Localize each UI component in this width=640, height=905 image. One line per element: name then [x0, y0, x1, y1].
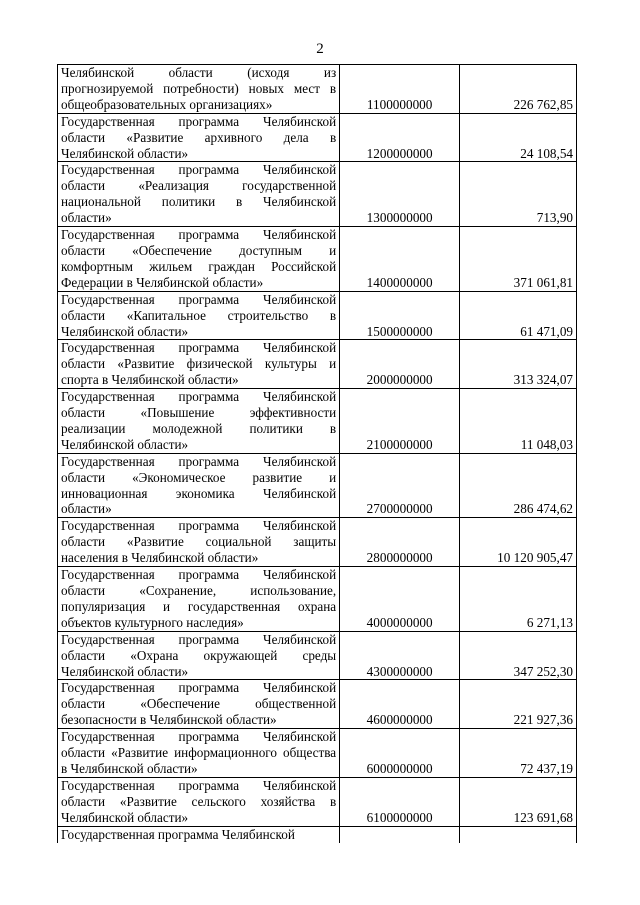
amount-cell: 313 324,07 — [460, 340, 577, 389]
program-name-cell: Государственная программа Челябинской области «Охрана окружающей среды Челябинской области» — [58, 631, 340, 680]
amount-cell: 72 437,19 — [460, 729, 577, 778]
table-row — [58, 567, 577, 632]
target-code-cell: 4000000000 — [340, 567, 460, 632]
amount-cell: 61 471,09 — [460, 291, 577, 340]
amount-cell: 226 762,85 — [460, 65, 577, 114]
target-code-cell: 2700000000 — [340, 453, 460, 518]
program-name-cell: Государственная программа Челябинской области «Капитальное строительство в Челябинской области» — [58, 291, 340, 340]
table-row — [58, 518, 577, 567]
budget-table-body — [58, 65, 577, 843]
table-row — [58, 227, 577, 292]
table-row — [58, 729, 577, 778]
table-row — [58, 631, 577, 680]
target-code-cell: 1500000000 — [340, 291, 460, 340]
table-row — [58, 453, 577, 518]
table-row — [58, 113, 577, 162]
program-name-cell: Челябинской области (исходя из прогнозируемой потребности) новых мест в общеобразовательных организациях» — [58, 65, 340, 114]
budget-table — [57, 64, 577, 843]
program-name-cell: Государственная программа Челябинской области «Развитие социальной защиты населения в Челябинской области» — [58, 518, 340, 567]
target-code-cell: 1200000000 — [340, 113, 460, 162]
program-name-cell: Государственная программа Челябинской области «Развитие сельского хозяйства в Челябинской области» — [58, 777, 340, 826]
program-name-cell: Государственная программа Челябинской области «Развитие физической культуры и спорта в Челябинской области» — [58, 340, 340, 389]
table-row — [58, 389, 577, 454]
amount-cell: 347 252,30 — [460, 631, 577, 680]
amount-cell: 123 691,68 — [460, 777, 577, 826]
amount-cell — [460, 826, 577, 842]
program-name-cell: Государственная программа Челябинской — [58, 826, 340, 842]
program-name-cell: Государственная программа Челябинской области «Экономическое развитие и инновационная экономика Челябинской области» — [58, 453, 340, 518]
program-name-cell: Государственная программа Челябинской области «Реализация государственной национальной политики в Челябинской области» — [58, 162, 340, 227]
table-row — [58, 291, 577, 340]
amount-cell: 286 474,62 — [460, 453, 577, 518]
amount-cell: 6 271,13 — [460, 567, 577, 632]
table-row — [58, 777, 577, 826]
amount-cell: 371 061,81 — [460, 227, 577, 292]
amount-cell: 221 927,36 — [460, 680, 577, 729]
target-code-cell: 4600000000 — [340, 680, 460, 729]
target-code-cell — [340, 826, 460, 842]
target-code-cell: 1100000000 — [340, 65, 460, 114]
page-number: 2 — [316, 41, 324, 57]
amount-cell: 713,90 — [460, 162, 577, 227]
program-name-cell: Государственная программа Челябинской области «Развитие архивного дела в Челябинской области» — [58, 113, 340, 162]
amount-cell: 24 108,54 — [460, 113, 577, 162]
table-row — [58, 340, 577, 389]
target-code-cell: 2100000000 — [340, 389, 460, 454]
amount-cell: 11 048,03 — [460, 389, 577, 454]
table-row-continued — [58, 826, 577, 842]
program-name-cell: Государственная программа Челябинской области «Сохранение, использование, популяризация и государственная охрана объектов культурного наследия» — [58, 567, 340, 632]
target-code-cell: 6100000000 — [340, 777, 460, 826]
target-code-cell: 1300000000 — [340, 162, 460, 227]
program-name-cell: Государственная программа Челябинской области «Обеспечение доступным и комфортным жильем граждан Российской Федерации в Челябинской области» — [58, 227, 340, 292]
amount-cell: 10 120 905,47 — [460, 518, 577, 567]
target-code-cell: 1400000000 — [340, 227, 460, 292]
target-code-cell: 4300000000 — [340, 631, 460, 680]
program-name-cell: Государственная программа Челябинской области «Обеспечение общественной безопасности в Челябинской области» — [58, 680, 340, 729]
program-name-cell: Государственная программа Челябинской области «Повышение эффективности реализации молодежной политики в Челябинской области» — [58, 389, 340, 454]
target-code-cell: 6000000000 — [340, 729, 460, 778]
table-row — [58, 65, 577, 114]
target-code-cell: 2800000000 — [340, 518, 460, 567]
table-row — [58, 680, 577, 729]
table-row — [58, 162, 577, 227]
program-name-cell: Государственная программа Челябинской области «Развитие информационного общества в Челябинской области» — [58, 729, 340, 778]
target-code-cell: 2000000000 — [340, 340, 460, 389]
